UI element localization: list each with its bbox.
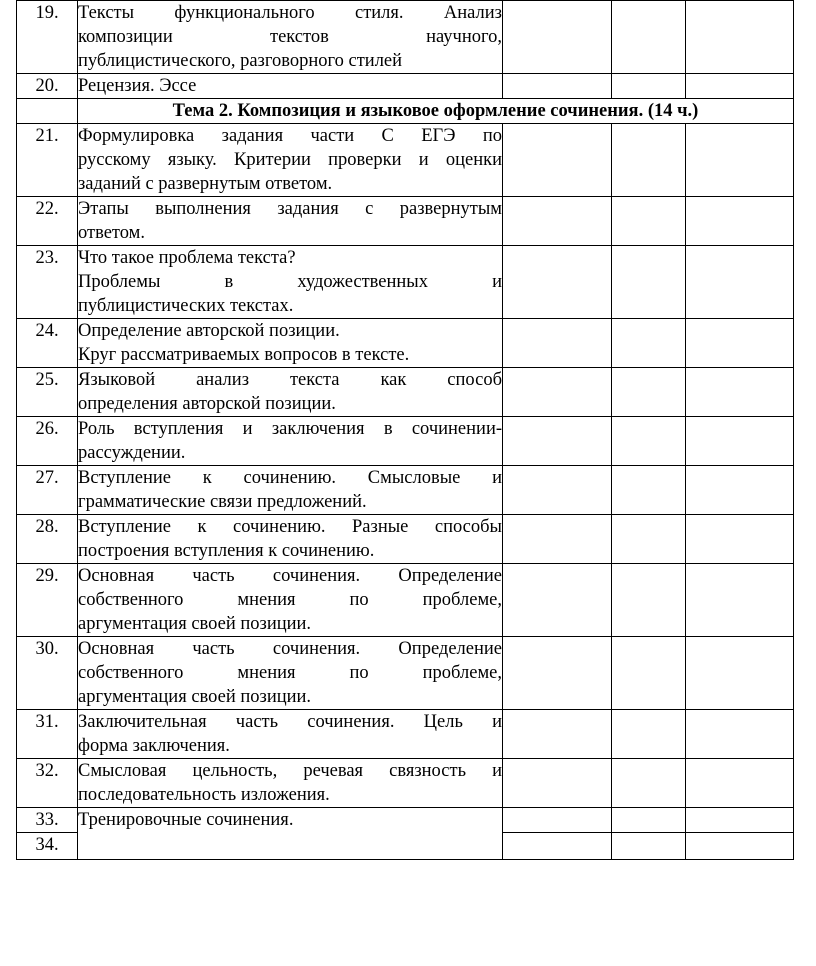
- empty-cell: [503, 246, 612, 319]
- topic-line: Этапы выполнения задания с развернутым: [78, 199, 502, 219]
- lesson-topic: [78, 637, 503, 710]
- empty-cell: [503, 417, 612, 466]
- topic-line: рассуждении.: [78, 443, 186, 463]
- topic-line: Формулировка задания части С ЕГЭ по: [78, 126, 502, 146]
- table-row: [17, 124, 794, 197]
- empty-cell: [686, 417, 794, 466]
- empty-cell: [503, 74, 612, 99]
- lesson-number: 24.: [17, 319, 78, 368]
- topic-line: Языковой анализ текста как способ: [78, 370, 502, 390]
- lesson-number: 33.: [17, 808, 78, 833]
- table-row: [17, 197, 794, 246]
- empty-cell: [612, 808, 686, 833]
- table-row: [17, 1, 794, 74]
- empty-cell: [686, 710, 794, 759]
- topic-line: ответом.: [78, 223, 145, 243]
- topic-line: собственного мнения по проблеме,: [78, 590, 502, 610]
- empty-cell: [686, 564, 794, 637]
- empty-cell: [612, 74, 686, 99]
- lesson-number: 25.: [17, 368, 78, 417]
- topic-line: Проблемы в художественных и: [78, 272, 502, 292]
- lesson-number: 27.: [17, 466, 78, 515]
- lesson-topic: [78, 74, 503, 99]
- empty-cell: [612, 197, 686, 246]
- topic-line: Смысловая цельность, речевая связность и: [78, 761, 502, 781]
- section-num-cell: [17, 99, 78, 124]
- topic-line: Роль вступления и заключения в сочинении-: [78, 419, 502, 439]
- empty-cell: [612, 466, 686, 515]
- lesson-topic: [78, 368, 503, 417]
- empty-cell: [686, 319, 794, 368]
- empty-cell: [503, 124, 612, 197]
- empty-cell: [686, 759, 794, 808]
- empty-cell: [612, 564, 686, 637]
- empty-cell: [686, 1, 794, 74]
- topic-line: аргументация своей позиции.: [78, 614, 312, 634]
- lesson-topic: [78, 319, 503, 368]
- empty-cell: [503, 515, 612, 564]
- table-row: [17, 246, 794, 319]
- lesson-number: 22.: [17, 197, 78, 246]
- lesson-number: 26.: [17, 417, 78, 466]
- table-row: [17, 808, 794, 833]
- topic-line: форма заключения.: [78, 736, 230, 756]
- empty-cell: [503, 710, 612, 759]
- topic-line: Вступление к сочинению. Смысловые и: [78, 468, 502, 488]
- topic-line: грамматические связи предложений.: [78, 492, 367, 512]
- section-heading: Тема 2. Композиция и языковое оформление сочинения. (14 ч.): [78, 99, 794, 124]
- table-row: [17, 466, 794, 515]
- topic-line: Что такое проблема текста?: [78, 248, 296, 268]
- table-row: [17, 417, 794, 466]
- topic-line: публицистического, разговорного стилей: [78, 51, 403, 71]
- empty-cell: [686, 74, 794, 99]
- topic-line: аргументация своей позиции.: [78, 687, 312, 707]
- lesson-topic: [78, 710, 503, 759]
- topic-line: Круг рассматриваемых вопросов в тексте.: [78, 345, 410, 365]
- table-row: [17, 368, 794, 417]
- lesson-topic: [78, 564, 503, 637]
- topic-line: собственного мнения по проблеме,: [78, 663, 502, 683]
- lesson-topic: [78, 417, 503, 466]
- empty-cell: [612, 759, 686, 808]
- lesson-plan-table: [16, 0, 794, 860]
- topic-line: русскому языку. Критерии проверки и оценки: [78, 150, 502, 170]
- empty-cell: [686, 466, 794, 515]
- topic-line: публицистических текстах.: [78, 296, 294, 316]
- section-row: [17, 99, 794, 124]
- empty-cell: [686, 515, 794, 564]
- empty-cell: [503, 368, 612, 417]
- topic-line: построения вступления к сочинению.: [78, 541, 375, 561]
- table-row: [17, 710, 794, 759]
- empty-cell: [503, 808, 612, 833]
- lesson-number: 30.: [17, 637, 78, 710]
- empty-cell: [503, 833, 612, 860]
- empty-cell: [686, 368, 794, 417]
- lesson-topic: [78, 466, 503, 515]
- empty-cell: [612, 637, 686, 710]
- table-row: [17, 515, 794, 564]
- lesson-number: 23.: [17, 246, 78, 319]
- empty-cell: [503, 637, 612, 710]
- topic-line: Основная часть сочинения. Определение: [78, 566, 502, 586]
- topic-line: Заключительная часть сочинения. Цель и: [78, 712, 502, 732]
- topic-line: последовательность изложения.: [78, 785, 330, 805]
- lesson-topic: [78, 515, 503, 564]
- table-row: [17, 759, 794, 808]
- empty-cell: [686, 637, 794, 710]
- empty-cell: [612, 710, 686, 759]
- lesson-topic: [78, 759, 503, 808]
- topic-line: Основная часть сочинения. Определение: [78, 639, 502, 659]
- table-row: [17, 319, 794, 368]
- empty-cell: [612, 246, 686, 319]
- empty-cell: [686, 808, 794, 833]
- empty-cell: [612, 1, 686, 74]
- empty-cell: [612, 319, 686, 368]
- lesson-number: 31.: [17, 710, 78, 759]
- lesson-topic: [78, 197, 503, 246]
- lesson-number: 29.: [17, 564, 78, 637]
- topic-line: Рецензия. Эссе: [78, 76, 197, 96]
- lesson-number: 34.: [17, 833, 78, 860]
- table-row: [17, 74, 794, 99]
- empty-cell: [686, 124, 794, 197]
- empty-cell: [503, 1, 612, 74]
- empty-cell: [612, 515, 686, 564]
- lesson-topic: [78, 808, 503, 860]
- topic-line: Вступление к сочинению. Разные способы: [78, 517, 502, 537]
- topic-line: Тексты функционального стиля. Анализ: [78, 3, 502, 23]
- lesson-number: 20.: [17, 74, 78, 99]
- empty-cell: [503, 466, 612, 515]
- lesson-number: 19.: [17, 1, 78, 74]
- lesson-number: 32.: [17, 759, 78, 808]
- empty-cell: [612, 417, 686, 466]
- empty-cell: [612, 124, 686, 197]
- topic-line: Тренировочные сочинения.: [78, 810, 294, 830]
- empty-cell: [686, 197, 794, 246]
- topic-line: заданий с развернутым ответом.: [78, 174, 333, 194]
- table-row: [17, 564, 794, 637]
- topic-line: определения авторской позиции.: [78, 394, 336, 414]
- lesson-number: 28.: [17, 515, 78, 564]
- lesson-topic: [78, 124, 503, 197]
- empty-cell: [686, 833, 794, 860]
- empty-cell: [612, 368, 686, 417]
- empty-cell: [503, 319, 612, 368]
- empty-cell: [503, 564, 612, 637]
- empty-cell: [612, 833, 686, 860]
- lesson-topic: [78, 1, 503, 74]
- topic-line: Определение авторской позиции.: [78, 321, 340, 341]
- lesson-topic: [78, 246, 503, 319]
- topic-line: композиции текстов научного,: [78, 27, 502, 47]
- empty-cell: [686, 246, 794, 319]
- table-row: [17, 637, 794, 710]
- empty-cell: [503, 197, 612, 246]
- empty-cell: [503, 759, 612, 808]
- lesson-number: 21.: [17, 124, 78, 197]
